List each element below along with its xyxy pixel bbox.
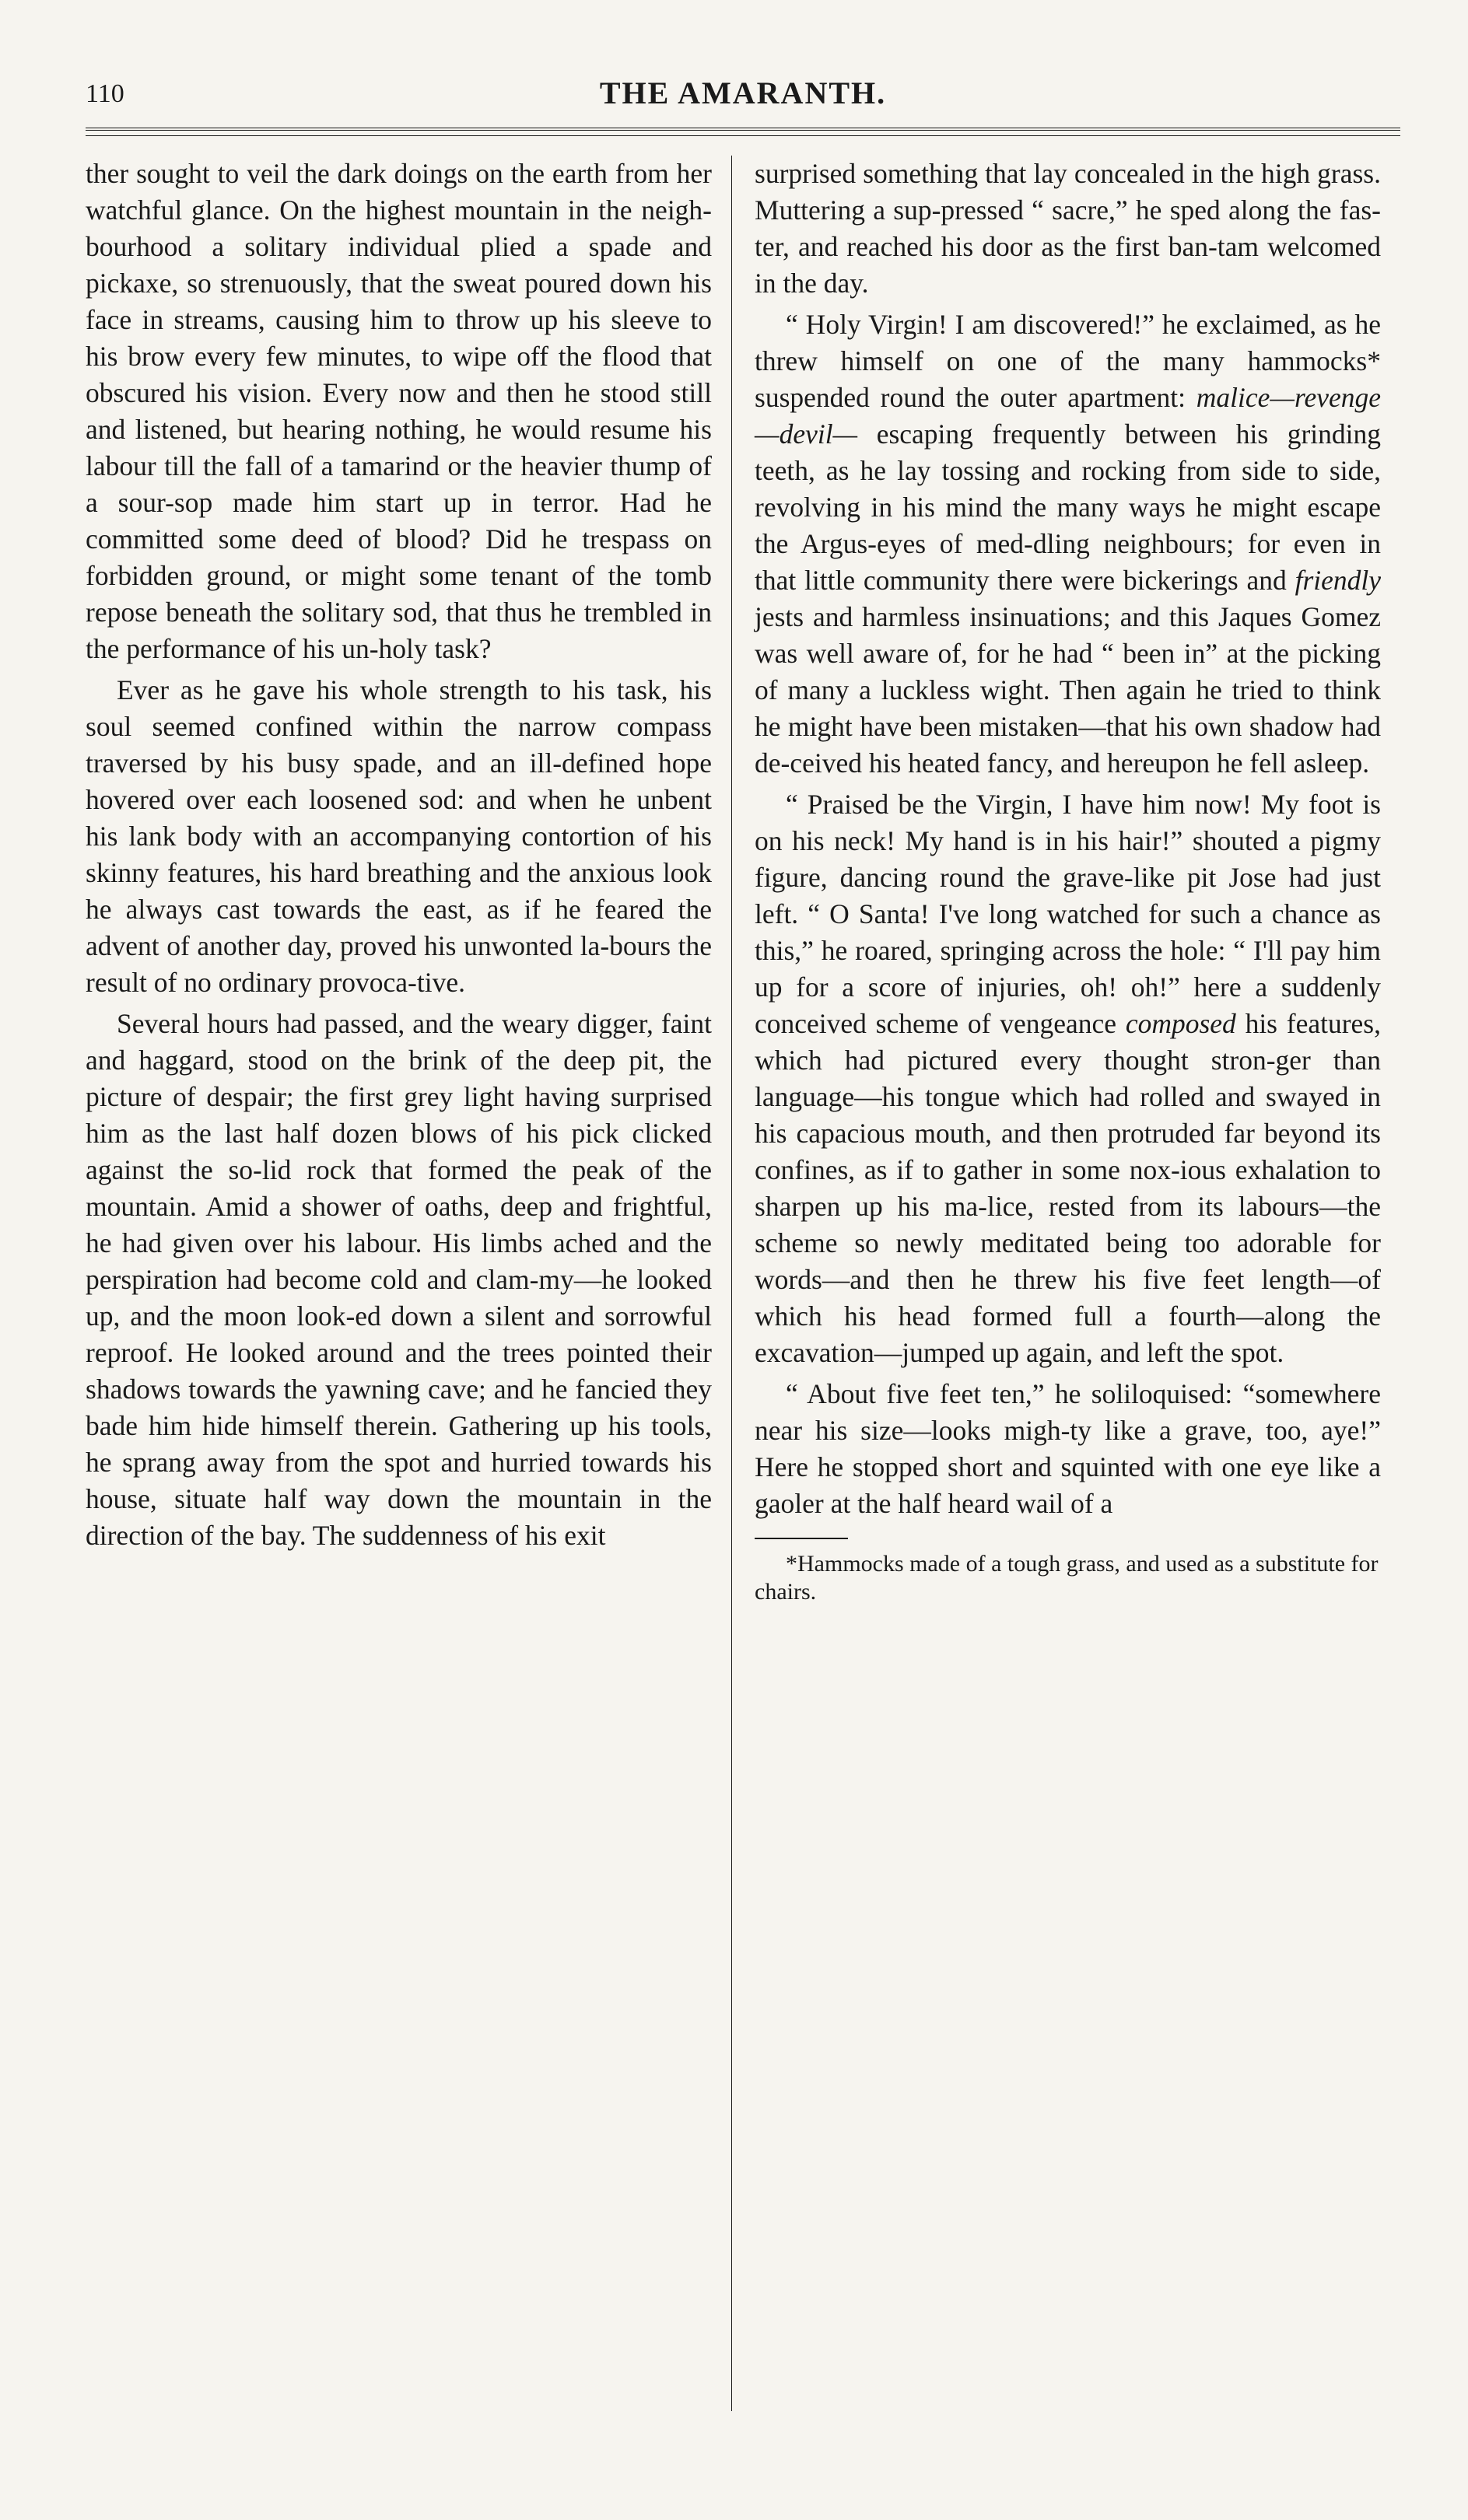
paragraph: Ever as he gave his whole strength to his task, his soul seemed confined within the narrow compass traversed by his busy spade, and an ill-defined hope hovered over each loosened sod: and when he unbent his lank body with an accompanying contortion of his skinny features, his hard breathing and the anxious look he always cast towards the east, as if he feared the advent of another day, proved his unwonted la-bours the result of no ordinary provoca-tive. — [86, 674, 712, 998]
paragraph: “ About five feet ten,” he soliloquised: “somewhere near his size—looks migh-ty like a grave, too, aye!” Here he stopped short and squinted with one eye like a gaoler at the half heard wail of a — [755, 1378, 1381, 1519]
text-run: “ Praised be the Virgin, I have him now! My foot is on his neck! My hand is in his hair!” shouted a pigmy figure, dancing round the grave-like pit Jose had just left. “ O Santa! I've long watched for such a chance as this,” he roared, springing across the hole: “ I'll pay him up for a score of injuries, oh! oh!” here a suddenly conceived scheme of vengeance — [755, 789, 1381, 1039]
page-header — [86, 70, 1400, 124]
text-run: escaping frequently between his grinding teeth, as he lay tossing and rocking from side to side, revolving in his mind the many ways he might escape the Argus-eyes of med-dling neighbours; for even in that little community there were bickerings and — [755, 418, 1382, 596]
right-column — [755, 156, 1381, 1611]
italic-text: friendly — [1295, 565, 1381, 596]
running-title: THE AMARANTH. — [599, 75, 887, 110]
italic-text: malice—revenge—devil— — [755, 382, 1381, 450]
paragraph: ther sought to veil the dark doings on the earth from her watchful glance. On the highest mountain in the neigh-bourhood a solitary individual plied a spade and pickaxe, so strenuously, that the sweat poured down his face in streams, causing him to throw up his sleeve to his brow every few minutes, to wipe off the flood that obscured his vision. Every now and then he stood still and listened, but hearing nothing, he would resume his labour till the fall of a tamarind or the heavier thump of a sour-sop made him start up in terror. Had he committed some deed of blood? Did he trespass on forbidden ground, or might some tenant of the tomb repose beneath the solitary sod, that thus he trembled in the performance of his un-holy task? — [86, 158, 712, 664]
footnote: *Hammocks made of a tough grass, and used as a substitute for chairs. — [755, 1551, 1379, 1605]
text-run: his features, which had pictured every thought stron-ger than language—his tongue which had rolled and swayed in his capacious mouth, and then protruded far beyond its confines, as if to gather in some nox-ious exhalation to sharpen up his ma-lice, rested from its labours—the scheme so newly meditated being too adorable for words—and then he threw his five feet length—of which his head formed full a fourth—along the excavation—jumped up again, and left the spot. — [755, 1008, 1381, 1368]
paragraph: surprised something that lay concealed in the high grass. Muttering a sup-pressed “ sacre,” he sped along the fas-ter, and reached his door as the first ban-tam welcomed in the day. — [755, 158, 1381, 299]
paragraph — [755, 306, 1381, 782]
page — [86, 70, 1400, 2466]
header-double-rule — [86, 128, 1400, 131]
footnote-rule — [755, 1538, 848, 1539]
text-run: jests and harmless insinuations; and this Jaques Gomez was well aware of, for he had “ been in” at the picking of many a luckless wight. Then again he tried to think he might have been mistaken—that his own shadow had de-ceived his heated fancy, and hereupon he fell asleep. — [755, 601, 1381, 779]
header-rule — [86, 135, 1400, 136]
paragraph: Several hours had passed, and the weary digger, faint and haggard, stood on the brink of the deep pit, the picture of despair; the first grey light having surprised him as the last half dozen blows of his pick clicked against the so-lid rock that formed the peak of the mountain. Amid a shower of oaths, deep and frightful, he had given over his labour. His limbs ached and the perspiration had become cold and clam-my—he looked up, and the moon look-ed down a silent and sorrowful reproof. He looked around and the trees pointed their shadows towards the yawning cave; and he fancied they bade him hide himself therein. Gathering up his tools, he sprang away from the spot and hurried towards his house, situate half way down the mountain in the direction of the bay. The suddenness of his exit — [86, 1008, 712, 1551]
text-run: “ Holy Virgin! I am discovered!” he exclaimed, as he threw himself on one of the many hammocks* suspended round the outer apartment: — [755, 309, 1381, 413]
column-divider — [731, 156, 732, 2411]
left-column — [86, 156, 712, 1554]
paragraph — [755, 786, 1381, 1371]
italic-text: composed — [1125, 1008, 1236, 1039]
page-number: 110 — [86, 79, 124, 108]
